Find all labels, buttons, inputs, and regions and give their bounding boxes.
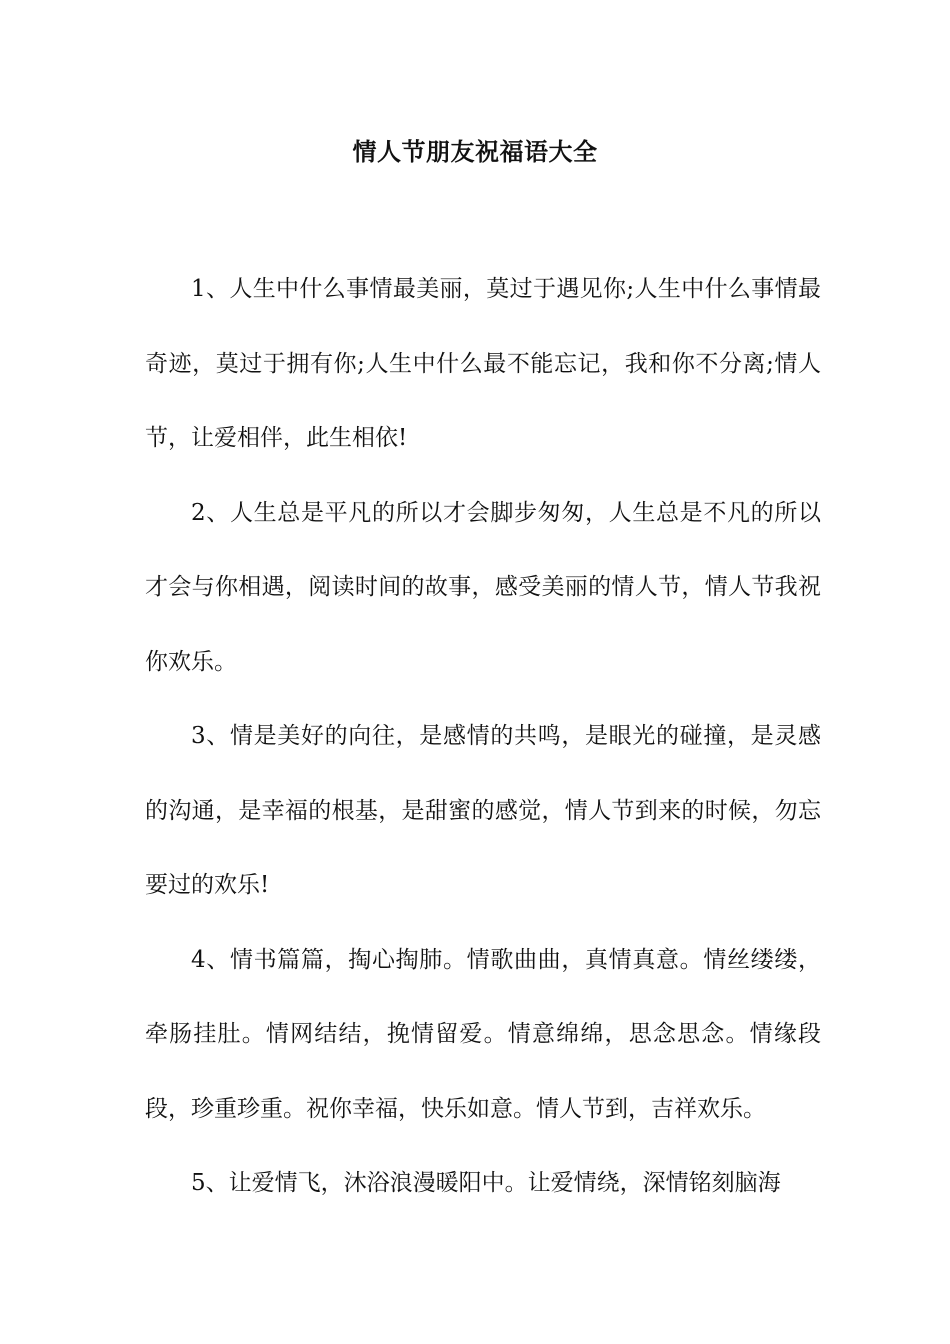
paragraph-5: 5、让爱情飞，沐浴浪漫暖阳中。让爱情绕，深情铭刻脑海 bbox=[191, 1170, 781, 1196]
paragraph-4: 4、情书篇篇，掏心掏肺。情歌曲曲，真情真意。情丝缕缕，牵肠挂肚。情网结结，挽情留爱。情意绵绵，思念思念。情缘段段，珍重珍重。祝你幸福，快乐如意。情人节到，吉祥欢乐。 bbox=[145, 946, 821, 1122]
document-title: 情人节朋友祝福语大全 bbox=[352, 137, 598, 166]
paragraph-2: 2、人生总是平凡的所以才会脚步匆匆，人生总是不凡的所以才会与你相遇，阅读时间的故事，感受美丽的情人节，情人节我祝你欢乐。 bbox=[145, 499, 821, 675]
paragraph-1: 1、人生中什么事情最美丽，莫过于遇见你;人生中什么事情最奇迹，莫过于拥有你;人生中什么最不能忘记，我和你不分离;情人节，让爱相伴，此生相依! bbox=[145, 276, 821, 451]
paragraph-3: 3、情是美好的向往，是感情的共鸣，是眼光的碰撞，是灵感的沟通，是幸福的根基，是甜蜜的感觉，情人节到来的时候，勿忘要过的欢乐! bbox=[145, 723, 821, 898]
document-body bbox=[145, 252, 821, 1221]
